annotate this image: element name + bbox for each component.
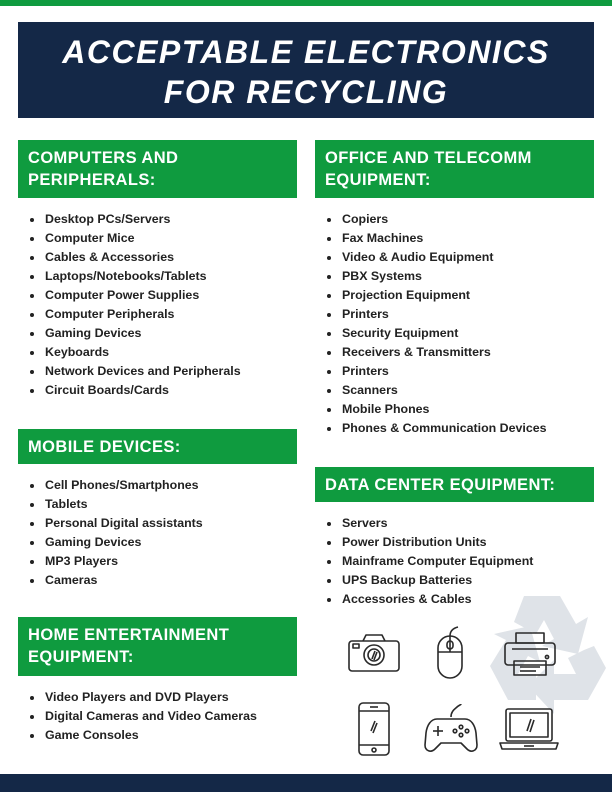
section-header-office bbox=[315, 140, 594, 198]
list-item: Tablets bbox=[30, 495, 297, 514]
list-item: MP3 Players bbox=[30, 552, 297, 571]
section-heading-line-1: COMPUTERS AND bbox=[28, 149, 179, 167]
top-accent-stripe bbox=[0, 0, 612, 6]
smartphone-icon bbox=[356, 701, 392, 757]
list-item: Laptops/Notebooks/Tablets bbox=[30, 267, 297, 286]
list-item: Digital Cameras and Video Cameras bbox=[30, 707, 297, 726]
page-title-line-1: ACCEPTABLE ELECTRONICS bbox=[62, 34, 550, 70]
list-item: Printers bbox=[327, 362, 594, 381]
section-heading-line-1: MOBILE DEVICES: bbox=[28, 438, 181, 456]
section-heading-line-2: PERIPHERALS: bbox=[28, 171, 156, 189]
section-office-telecomm bbox=[315, 140, 594, 438]
list-item: Computer Peripherals bbox=[30, 305, 297, 324]
list-item: Computer Mice bbox=[30, 229, 297, 248]
footer-bar bbox=[0, 774, 612, 792]
section-header-home bbox=[18, 617, 297, 676]
list-mobile bbox=[18, 464, 297, 590]
section-mobile bbox=[18, 429, 297, 590]
list-item: Personal Digital assistants bbox=[30, 514, 297, 533]
list-item: Receivers & Transmitters bbox=[327, 343, 594, 362]
list-item: Computer Power Supplies bbox=[30, 286, 297, 305]
section-heading-line-2: EQUIPMENT: bbox=[28, 648, 134, 666]
section-heading-line-2: EQUIPMENT: bbox=[325, 171, 431, 189]
list-item: Gaming Devices bbox=[30, 324, 297, 343]
printer-icon bbox=[502, 631, 558, 677]
list-item: Game Consoles bbox=[30, 726, 297, 745]
camera-icon bbox=[346, 633, 402, 673]
list-item: Scanners bbox=[327, 381, 594, 400]
list-item: Desktop PCs/Servers bbox=[30, 210, 297, 229]
gamepad-icon bbox=[423, 703, 479, 755]
section-heading-line-1: OFFICE AND TELECOMM bbox=[325, 149, 532, 167]
page-title-line-2: FOR RECYCLING bbox=[163, 74, 449, 110]
list-item: Video Players and DVD Players bbox=[30, 688, 297, 707]
list-item: Mobile Phones bbox=[327, 400, 594, 419]
list-item: Keyboards bbox=[30, 343, 297, 362]
list-item: Cables & Accessories bbox=[30, 248, 297, 267]
list-item: Power Distribution Units bbox=[327, 533, 594, 552]
list-office bbox=[315, 198, 594, 438]
list-item: Servers bbox=[327, 514, 594, 533]
list-item: Printers bbox=[327, 305, 594, 324]
section-computers bbox=[18, 140, 297, 400]
list-item: Copiers bbox=[327, 210, 594, 229]
list-item: Accessories & Cables bbox=[327, 590, 594, 609]
list-item: Projection Equipment bbox=[327, 286, 594, 305]
list-item: Circuit Boards/Cards bbox=[30, 381, 297, 400]
list-item: Cameras bbox=[30, 571, 297, 590]
list-item: Gaming Devices bbox=[30, 533, 297, 552]
section-header-computers bbox=[18, 140, 297, 198]
title-banner bbox=[18, 22, 594, 118]
list-item: UPS Backup Batteries bbox=[327, 571, 594, 590]
list-item: Security Equipment bbox=[327, 324, 594, 343]
list-home bbox=[18, 676, 297, 745]
section-header-mobile bbox=[18, 429, 297, 464]
list-item: Mainframe Computer Equipment bbox=[327, 552, 594, 571]
list-item: PBX Systems bbox=[327, 267, 594, 286]
section-header-datacenter bbox=[315, 467, 594, 502]
list-item: Cell Phones/Smartphones bbox=[30, 476, 297, 495]
mouse-icon bbox=[434, 626, 466, 680]
list-item: Phones & Communication Devices bbox=[327, 419, 594, 438]
list-computers bbox=[18, 198, 297, 400]
list-item: Fax Machines bbox=[327, 229, 594, 248]
section-heading-line-1: HOME ENTERTAINMENT bbox=[28, 626, 230, 644]
list-item: Network Devices and Peripherals bbox=[30, 362, 297, 381]
list-item: Video & Audio Equipment bbox=[327, 248, 594, 267]
section-heading-line-1: DATA CENTER EQUIPMENT: bbox=[325, 476, 556, 494]
section-home-entertainment bbox=[18, 617, 297, 745]
laptop-icon bbox=[498, 707, 560, 753]
